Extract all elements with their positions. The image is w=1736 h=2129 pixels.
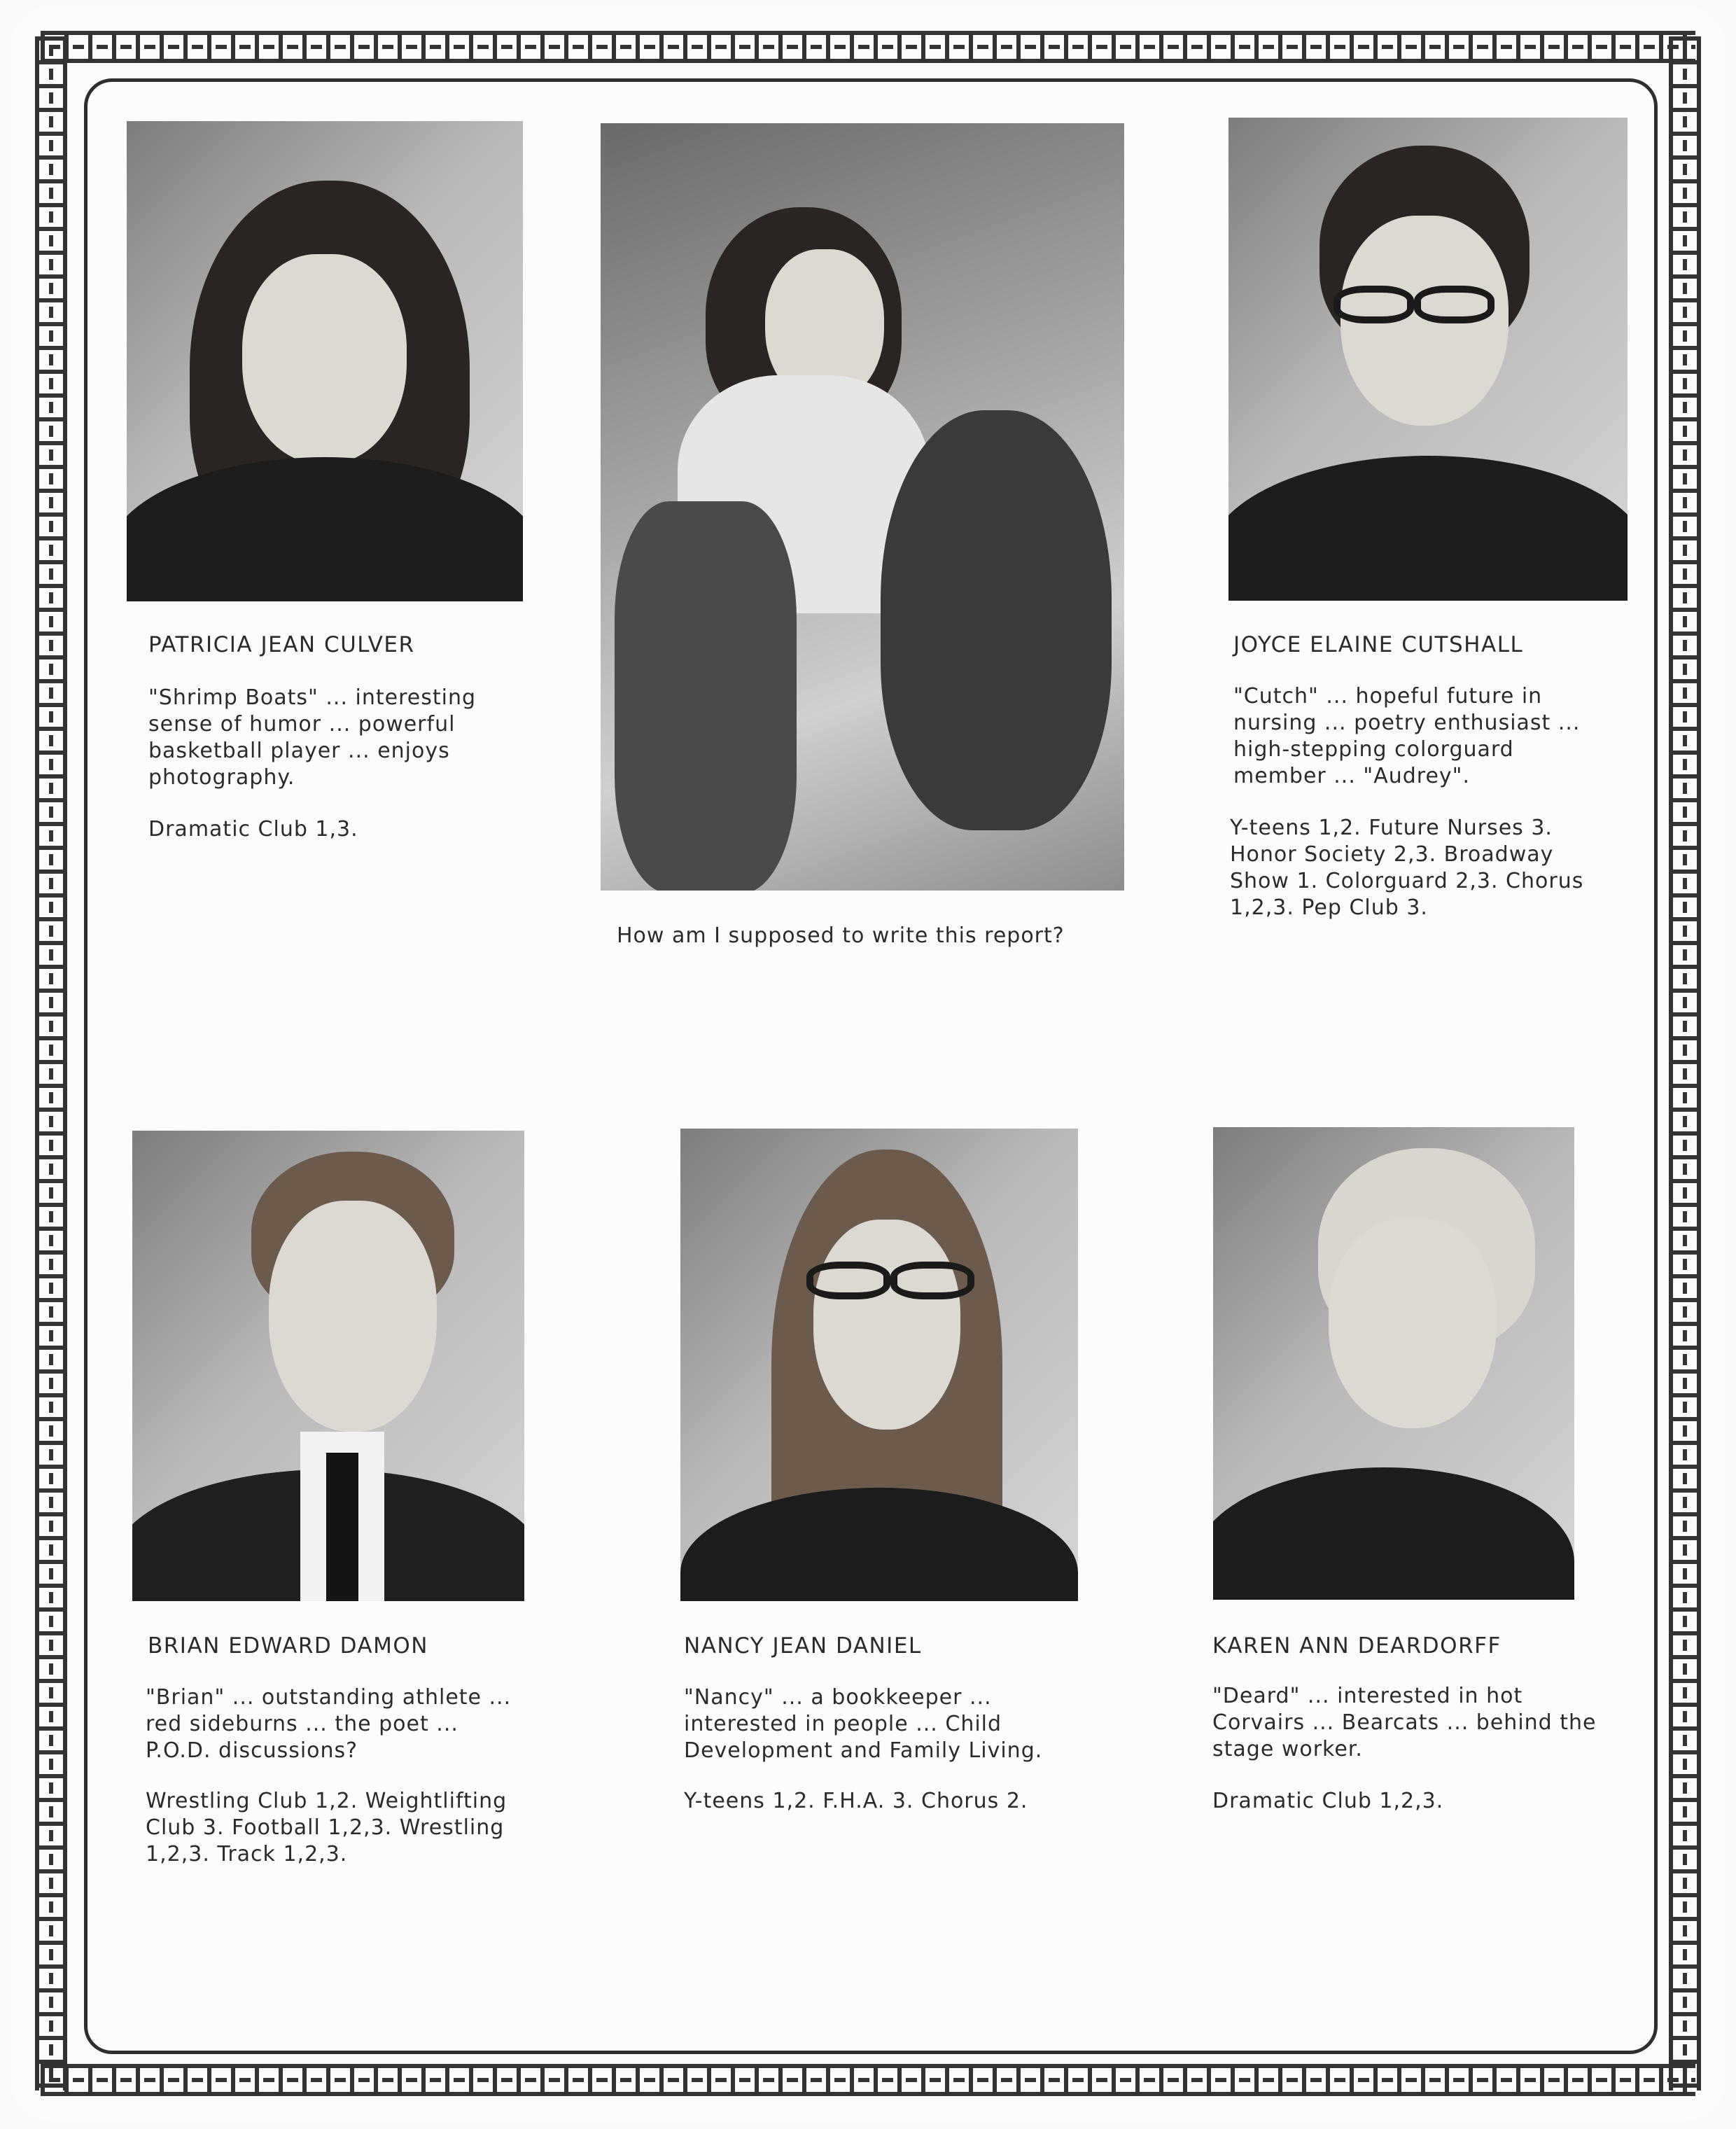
student-activities: Dramatic Club 1,3. <box>148 817 358 842</box>
candid-caption: How am I supposed to write this report? <box>617 923 1065 948</box>
portrait-joyce-cutshall <box>1228 118 1628 601</box>
portrait-patricia-culver <box>127 121 523 601</box>
student-quote: "Shrimp Boats" ... interesting sense of humor ... powerful basketball player ... enjoys photography. <box>148 685 477 790</box>
student-name: NANCY JEAN DANIEL <box>684 1633 922 1659</box>
student-name: KAREN ANN DEARDORFF <box>1212 1633 1502 1659</box>
greek-key-border-bottom <box>41 2064 1695 2096</box>
candid-photo-student-writing <box>601 123 1124 891</box>
portrait-brian-damon <box>132 1131 524 1601</box>
student-activities: Y-teens 1,2. F.H.A. 3. Chorus 2. <box>684 1789 1028 1813</box>
student-quote: "Deard" ... interested in hot Corvairs ... Bearcats ... behind the stage worker. <box>1212 1684 1597 1761</box>
student-activities: Wrestling Club 1,2. Weightlifting Club 3. Football 1,2,3. Wrestling 1,2,3. Track 1,2,3. <box>146 1789 507 1866</box>
student-name: BRIAN EDWARD DAMON <box>148 1633 428 1659</box>
greek-key-border-left <box>35 36 67 2090</box>
student-quote: "Cutch" ... hopeful future in nursing ... poetry enthusiast ... high-stepping colorguard member ... "Audrey". <box>1233 684 1581 788</box>
student-quote: "Nancy" ... a bookkeeper ... interested in people ... Child Development and Family Living. <box>684 1685 1043 1763</box>
portrait-karen-deardorff <box>1213 1127 1574 1600</box>
student-name: JOYCE ELAINE CUTSHALL <box>1233 632 1524 657</box>
student-activities: Y-teens 1,2. Future Nurses 3. Honor Society 2,3. Broadway Show 1. Colorguard 2,3. Chorus 1,2,3. Pep Club 3. <box>1230 816 1584 920</box>
portrait-nancy-daniel <box>680 1129 1078 1601</box>
student-quote: "Brian" ... outstanding athlete ... red sideburns ... the poet ... P.O.D. discussions? <box>146 1685 512 1763</box>
student-name: PATRICIA JEAN CULVER <box>148 632 415 657</box>
student-activities: Dramatic Club 1,2,3. <box>1212 1789 1444 1813</box>
greek-key-border-right <box>1669 36 1701 2090</box>
greek-key-border-top <box>41 31 1695 63</box>
